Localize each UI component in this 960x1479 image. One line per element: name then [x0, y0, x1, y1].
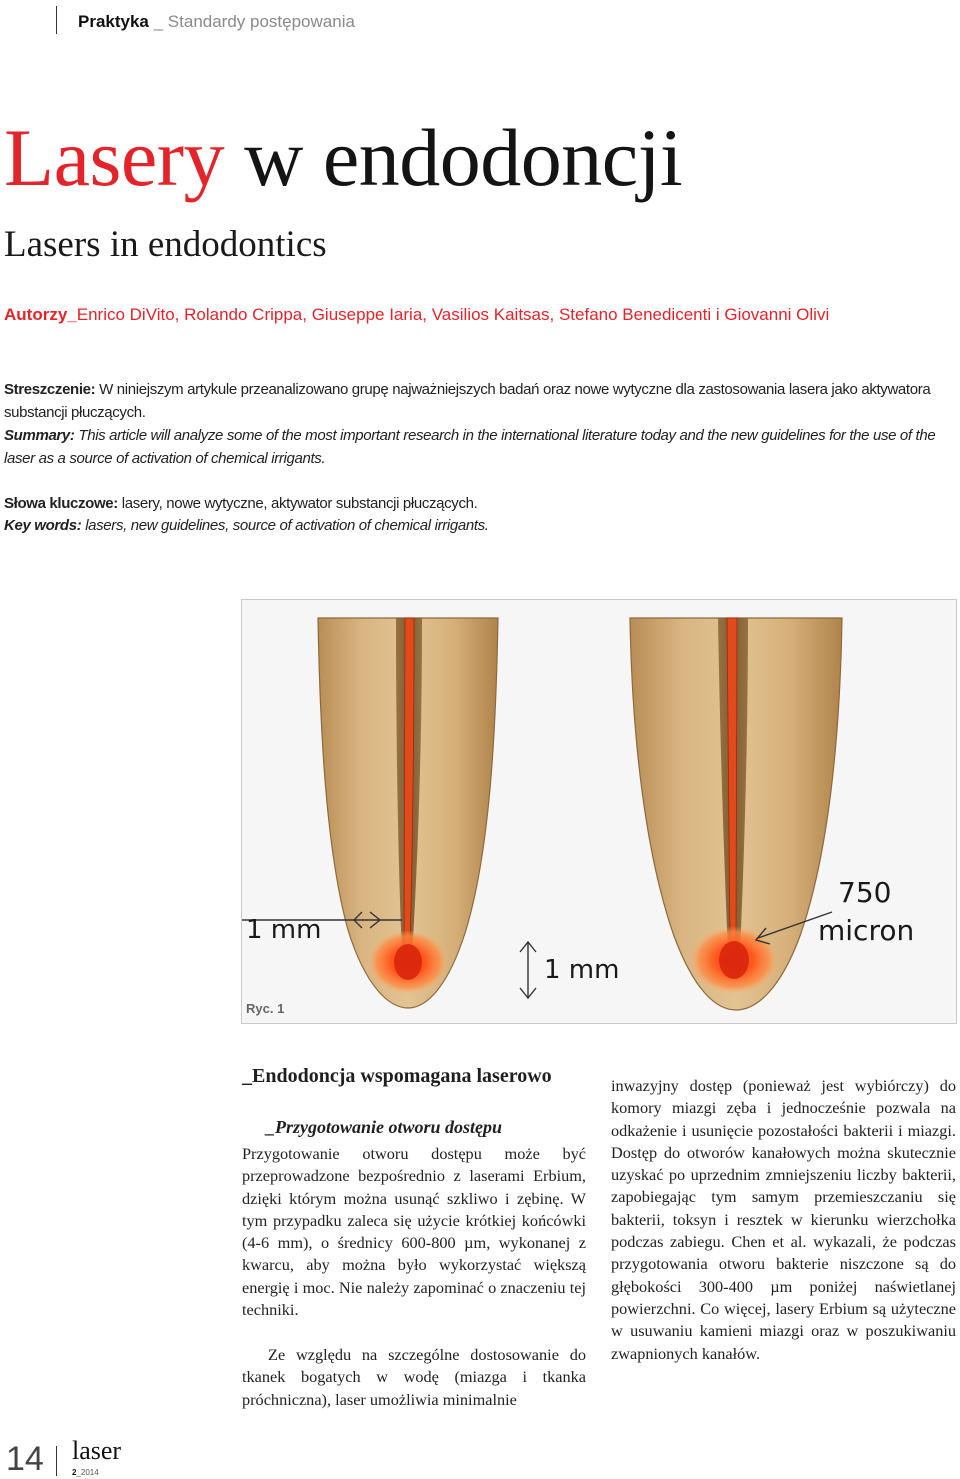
issue-label: [72, 1468, 99, 1477]
tooth-diagram-svg: [242, 600, 956, 1023]
title-rest: w endodoncji: [244, 112, 683, 203]
figure-tooth-diagram: [241, 599, 957, 1024]
magazine-name: laser: [72, 1436, 122, 1465]
header-rule: [56, 6, 57, 34]
keywords-en: [4, 515, 960, 538]
page-number: 14: [6, 1440, 44, 1478]
authors-label: Autorzy_: [4, 305, 77, 324]
column1-paragraph1: Przygotowanie otworu dostępu może być przeprowadzone bezpośrednio z laserami Erbium, dzięki którym można usunąć szkliwo i zębinę. W tym przypadku zaleca się użycie krótkiej końcówki (4-6 mm), o średnicy 600-800 µm, wykonanej z kwarcu, aby można było wykorzystać większą energię i moc. Nie należy zapominać o znaczeniu tej techniki.: [242, 1144, 586, 1320]
issue-number: 2: [72, 1468, 77, 1477]
authors-line: [4, 304, 829, 326]
keywords-pl-label: Słowa kluczowe:: [4, 495, 118, 512]
keywords-en-text: lasers, new guidelines, source of activation of chemical irrigants.: [85, 517, 489, 534]
header-section: Praktyka: [78, 12, 149, 31]
abstract-pl-text: W niniejszym artykule przeanalizowano grupę najważniejszych badań oraz nowe wytyczne dla zastosowania lasera jako aktywatora substancji płuczących.: [4, 381, 931, 421]
abstract-en-text: This article will analyze some of the most important research in the international literature today and the new guidelines for the use of the laser as a source of activation of chemical irrigants.: [4, 427, 936, 467]
figure-caption: Ryc. 1: [246, 1001, 285, 1016]
abstract-en-label: Summary:: [4, 427, 75, 444]
header-separator: _: [148, 12, 168, 31]
label-micron: micron: [818, 914, 915, 947]
issue-year: _2014: [76, 1468, 99, 1477]
abstract-pl-label: Streszczenie:: [4, 381, 96, 398]
keywords-en-label: Key words:: [4, 517, 82, 534]
abstract-pl: [4, 379, 960, 424]
keywords-pl-text: lasery, nowe wytyczne, aktywator substancji płuczących.: [121, 495, 478, 512]
column2-paragraph1: inwazyjny dostęp (ponieważ jest wybiórczy) do komory miazgi zęba i jednocześnie pozwala na odkażenie i usunięcie pozostałości bakterii i miazgi. Dostęp do otworów kanałowych można skutecznie uzyskać po uprzednim zmniejszeniu liczby bakterii, zapobiegając tym samym przemieszczaniu się bakterii, toksyn i resztek w kierunku wierzchołka podczas zabiegu. Chen et al. wykazali, że podczas przygotowania otworu bakterie niszczone są do głębokości 300-400 µm poniżej naświetlanej powierzchni. Co więcej, lasery Erbium są użyteczne w usuwaniu kamieni miazgi oraz w poszukiwaniu zwapnionych kanałów.: [611, 1076, 956, 1363]
header-subsection: Standardy postępowania: [167, 12, 355, 31]
authors-names: Enrico DiVito, Rolando Crippa, Giuseppe Iaria, Vasilios Kaitsas, Stefano Benedicenti i Giovanni Olivi: [76, 305, 830, 324]
keywords-pl: [4, 493, 960, 516]
label-750: 750: [838, 876, 892, 909]
footer-rule: [56, 1446, 57, 1476]
column1-paragraph2: Ze względu na szczególne dostosowanie do tkanek bogatych w wodę (miazga i tkanka próchniczna), laser umożliwia minimalnie: [242, 1345, 586, 1409]
subsection-heading: _Przygotowanie otworu dostępu: [266, 1117, 503, 1137]
label-left-1mm: 1 mm: [246, 915, 322, 945]
label-center-1mm: 1 mm: [544, 955, 620, 985]
section-heading: _Endodoncja wspomagana laserowo: [242, 1065, 552, 1087]
title-red-word: Lasery: [4, 112, 225, 203]
article-title: [4, 108, 682, 208]
abstract-en: [4, 425, 960, 470]
article-subtitle: Lasers in endodontics: [4, 224, 327, 265]
running-header: [78, 12, 355, 32]
